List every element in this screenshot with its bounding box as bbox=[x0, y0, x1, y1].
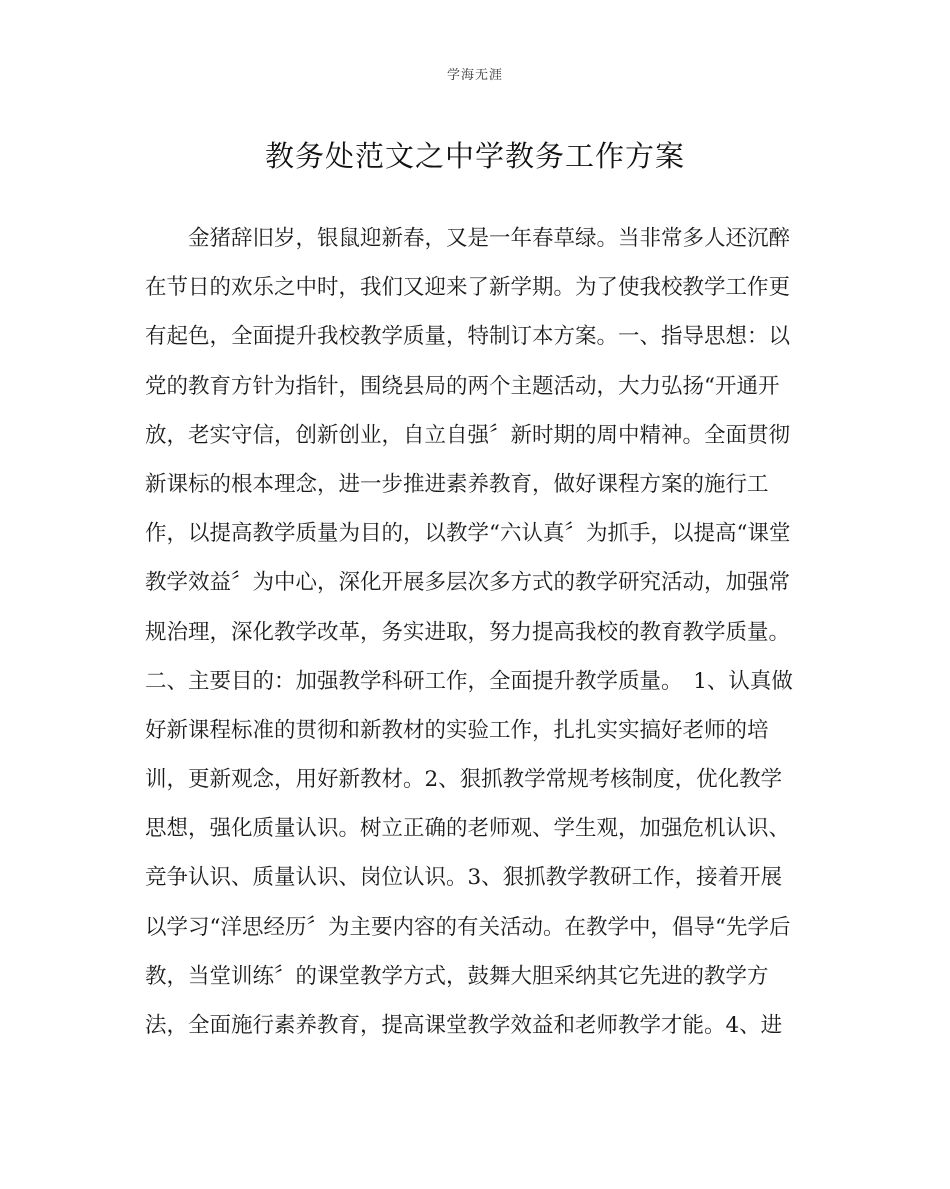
body-line: 训，更新观念，用好新教材。2、狠抓教学常规考核制度，优化教学 bbox=[145, 767, 783, 793]
body-line: 思想，强化质量认识。树立正确的老师观、学生观，加强危机认识、 bbox=[145, 816, 791, 842]
body-line: 党的教育方针为指针，围绕县局的两个主题活动，大力弘扬“开通开 bbox=[145, 373, 780, 399]
body-line: 在节日的欢乐之中时，我们又迎来了新学期。为了使我校教学工作更 bbox=[145, 275, 791, 301]
body-line: 二、主要目的：加强教学科研工作，全面提升教学质量。 1、认真做 bbox=[145, 668, 793, 694]
body-line: 以学习“洋思经历〞为主要内容的有关活动。在教学中，倡导“先学后 bbox=[145, 914, 791, 940]
body-line: 规治理，深化教学改革，务实进取，努力提高我校的教育教学质量。 bbox=[145, 619, 791, 645]
body-line: 教，当堂训练〞的课堂教学方式，鼓舞大胆采纳其它先进的教学方 bbox=[145, 963, 769, 989]
document-title: 教务处范文之中学教务工作方案 bbox=[264, 139, 685, 173]
body-line: 放，老实守信，创新创业，自立自强〞新时期的周中精神。全面贯彻 bbox=[145, 422, 791, 448]
document-body bbox=[145, 214, 815, 1050]
body-line: 金猪辞旧岁，银鼠迎新春，又是一年春草绿。当非常多人还沉醉 bbox=[145, 226, 791, 251]
body-line: 竞争认识、质量认识、岗位认识。3、狠抓教学教研工作，接着开展 bbox=[145, 865, 783, 891]
page-header: 学海无涯 bbox=[446, 68, 503, 83]
body-line: 作，以提高教学质量为目的，以教学“六认真〞为抓手，以提高“课堂 bbox=[145, 521, 791, 547]
body-line: 有起色，全面提升我校教学质量，特制订本方案。一、指导思想：以 bbox=[145, 324, 791, 350]
body-line: 新课标的根本理念，进一步推进素养教育，做好课程方案的施行工 bbox=[145, 471, 769, 497]
body-line: 法，全面施行素养教育，提高课堂教学效益和老师教学才能。4、进 bbox=[145, 1013, 783, 1038]
body-line: 教学效益〞为中心，深化开展多层次多方式的教学研究活动，加强常 bbox=[145, 570, 791, 596]
body-line: 好新课程标准的贯彻和新教材的实验工作，扎扎实实搞好老师的培 bbox=[145, 717, 769, 743]
